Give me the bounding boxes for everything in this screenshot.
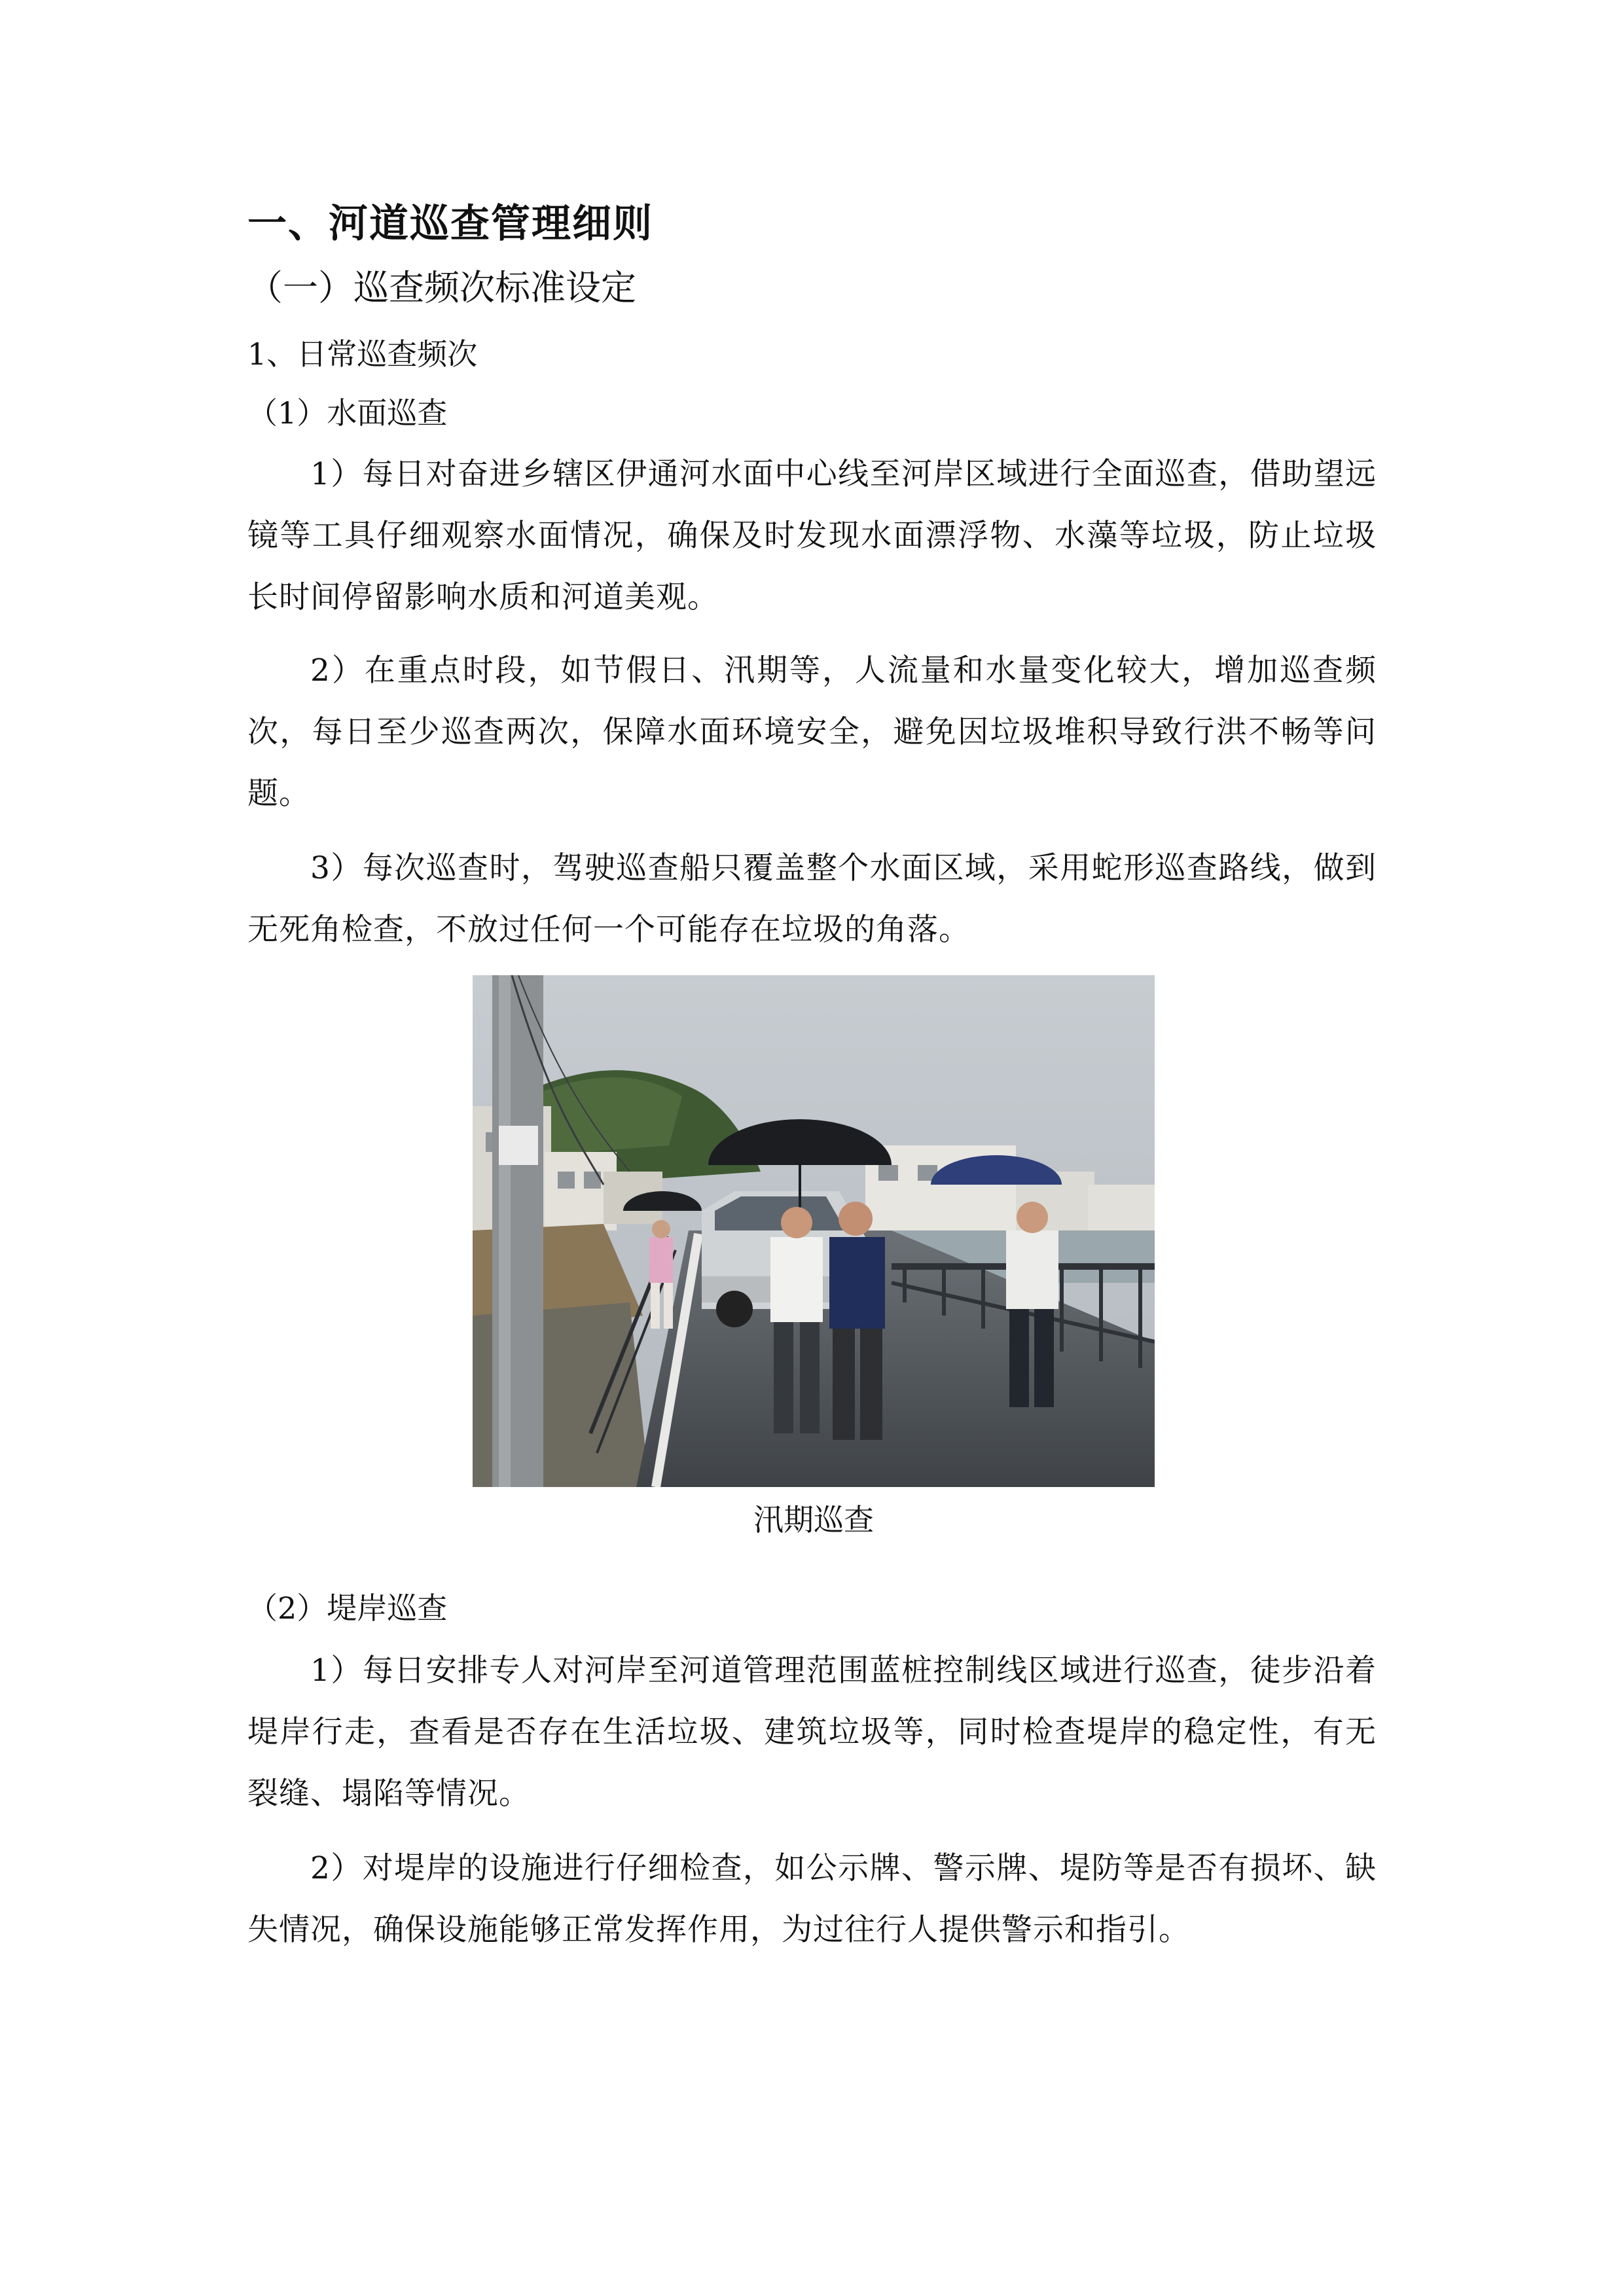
- water-paragraph-2: 2）在重点时段，如节假日、汛期等，人流量和水量变化较大，增加巡查频次，每日至少巡查两次，保障水面环境安全，避免因垃圾堆积导致行洪不畅等问题。: [247, 653, 1377, 812]
- water-paragraph-1: 1）每日对奋进乡辖区伊通河水面中心线至河岸区域进行全面巡查，借助望远镜等工具仔细观察水面情况，确保及时发现水面漂浮物、水藻等垃圾，防止垃圾长时间停留影响水质和河道美观。: [247, 456, 1377, 615]
- water-patrol-heading: （1）水面巡查: [247, 395, 448, 431]
- figure-caption: 汛期巡查: [753, 1502, 874, 1537]
- photo-illustration: [473, 975, 1155, 1487]
- item-heading: 1、日常巡查频次: [247, 336, 478, 372]
- bank-paragraph-2: 2）对堤岸的设施进行仔细检查，如公示牌、警示牌、堤防等是否有损坏、缺失情况，确保设施能够正常发挥作用，为过往行人提供警示和指引。: [247, 1850, 1377, 1948]
- section-heading: 一、河道巡查管理细则: [247, 201, 653, 247]
- bank-patrol-heading: （2）堤岸巡查: [247, 1590, 448, 1626]
- bank-paragraph-1: 1）每日安排专人对河岸至河道管理范围蓝桩控制线区域进行巡查，徒步沿着堤岸行走，查看是否存在生活垃圾、建筑垃圾等，同时检查堤岸的稳定性，有无裂缝、塌陷等情况。: [247, 1653, 1377, 1812]
- water-paragraph-3: 3）每次巡查时，驾驶巡查船只覆盖整个水面区域，采用蛇形巡查路线，做到无死角检查，不放过任何一个可能存在垃圾的角落。: [247, 850, 1377, 948]
- flood-patrol-photo: [473, 975, 1155, 1487]
- subsection-heading: （一）巡查频次标准设定: [247, 267, 636, 308]
